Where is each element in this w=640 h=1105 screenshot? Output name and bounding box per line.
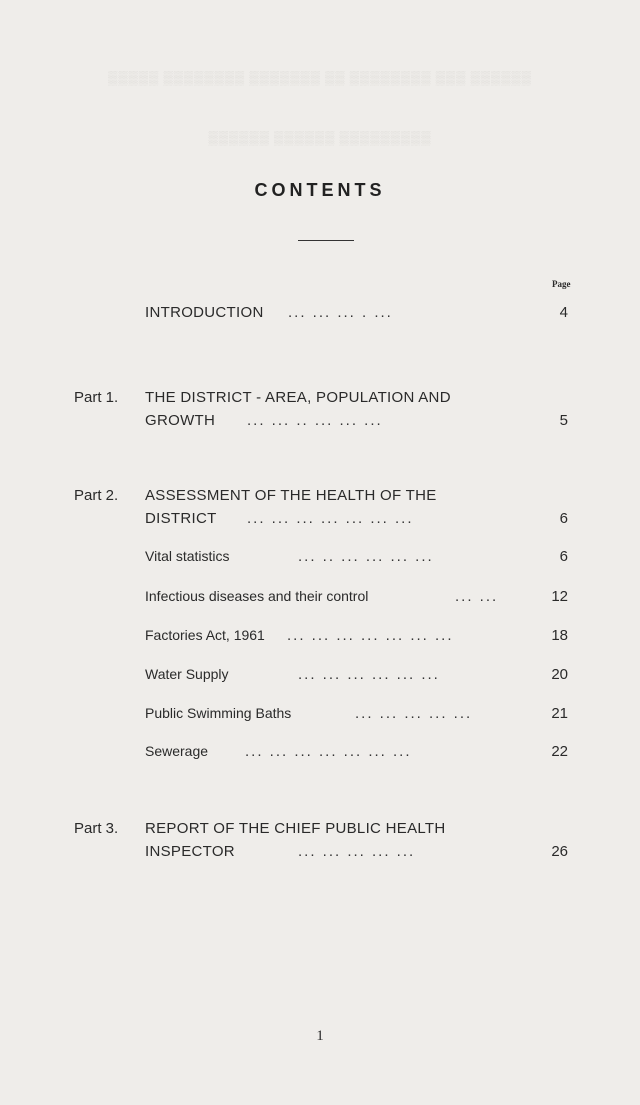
toc-entry-label: Vital statistics [145, 548, 230, 564]
toc-page-number: 22 [551, 743, 568, 760]
toc-page-number: 4 [559, 304, 568, 321]
show-through-text-2: ▒▒▒▒▒▒ ▒▒▒▒▒▒ ▒▒▒▒▒▒▒▒▒ [208, 130, 432, 145]
page-folio: 1 [316, 1028, 324, 1044]
contents-title: CONTENTS [254, 180, 386, 200]
toc-page-number: 5 [559, 412, 568, 429]
toc-leader: ... ... [455, 588, 499, 605]
toc-part-label: Part 1. [74, 389, 119, 406]
toc-leader: ... ... ... ... ... [298, 843, 416, 860]
toc-entry-label: Sewerage [145, 743, 209, 759]
toc-entry-label-cont: DISTRICT [145, 510, 217, 527]
show-through-text: ▒▒▒▒▒ ▒▒▒▒▒▒▒▒ ▒▒▒▒▒▒▒ ▒▒ ▒▒▒▒▒▒▒▒ ▒▒▒ ▒▒▒▒▒▒ [108, 70, 532, 85]
toc-page-number: 20 [551, 666, 568, 683]
toc-leader: ... ... ... ... ... ... ... [247, 510, 414, 527]
title-rule [298, 240, 354, 241]
toc-leader: ... ... ... ... ... ... [298, 666, 440, 683]
toc-leader: ... ... ... ... ... ... ... [245, 743, 412, 760]
toc-entry-label: Infectious diseases and their control [145, 588, 369, 604]
toc-entry-label: Water Supply [145, 666, 229, 682]
toc-part-label: Part 2. [74, 487, 119, 504]
toc-entry-label: Factories Act, 1961 [145, 627, 265, 643]
toc-entry-label: Public Swimming Baths [145, 705, 292, 721]
toc-leader: ... ... ... ... ... [355, 705, 473, 722]
toc-leader: ... ... .. ... ... ... [247, 412, 383, 429]
toc-page-number: 6 [559, 510, 568, 527]
toc-part-label: Part 3. [74, 820, 119, 837]
toc-entry-label: THE DISTRICT - AREA, POPULATION AND [145, 389, 451, 406]
toc-entry-label: INTRODUCTION [145, 304, 264, 321]
toc-page-number: 21 [551, 705, 568, 722]
toc-entry-label-cont: INSPECTOR [145, 843, 235, 860]
toc-page-number: 6 [559, 548, 568, 565]
toc-entry-label: REPORT OF THE CHIEF PUBLIC HEALTH [145, 820, 446, 837]
toc-leader: ... ... ... . ... [288, 304, 393, 321]
toc-entry-label-cont: GROWTH [145, 412, 216, 429]
toc-page-number: 26 [551, 843, 568, 860]
toc-page-number: 18 [551, 627, 568, 644]
page-column-label: Page [552, 279, 571, 289]
toc-page-number: 12 [551, 588, 568, 605]
toc-leader: ... ... ... ... ... ... ... [287, 627, 454, 644]
toc-entry-label: ASSESSMENT OF THE HEALTH OF THE [145, 487, 437, 504]
toc-leader: ... .. ... ... ... ... [298, 548, 434, 565]
